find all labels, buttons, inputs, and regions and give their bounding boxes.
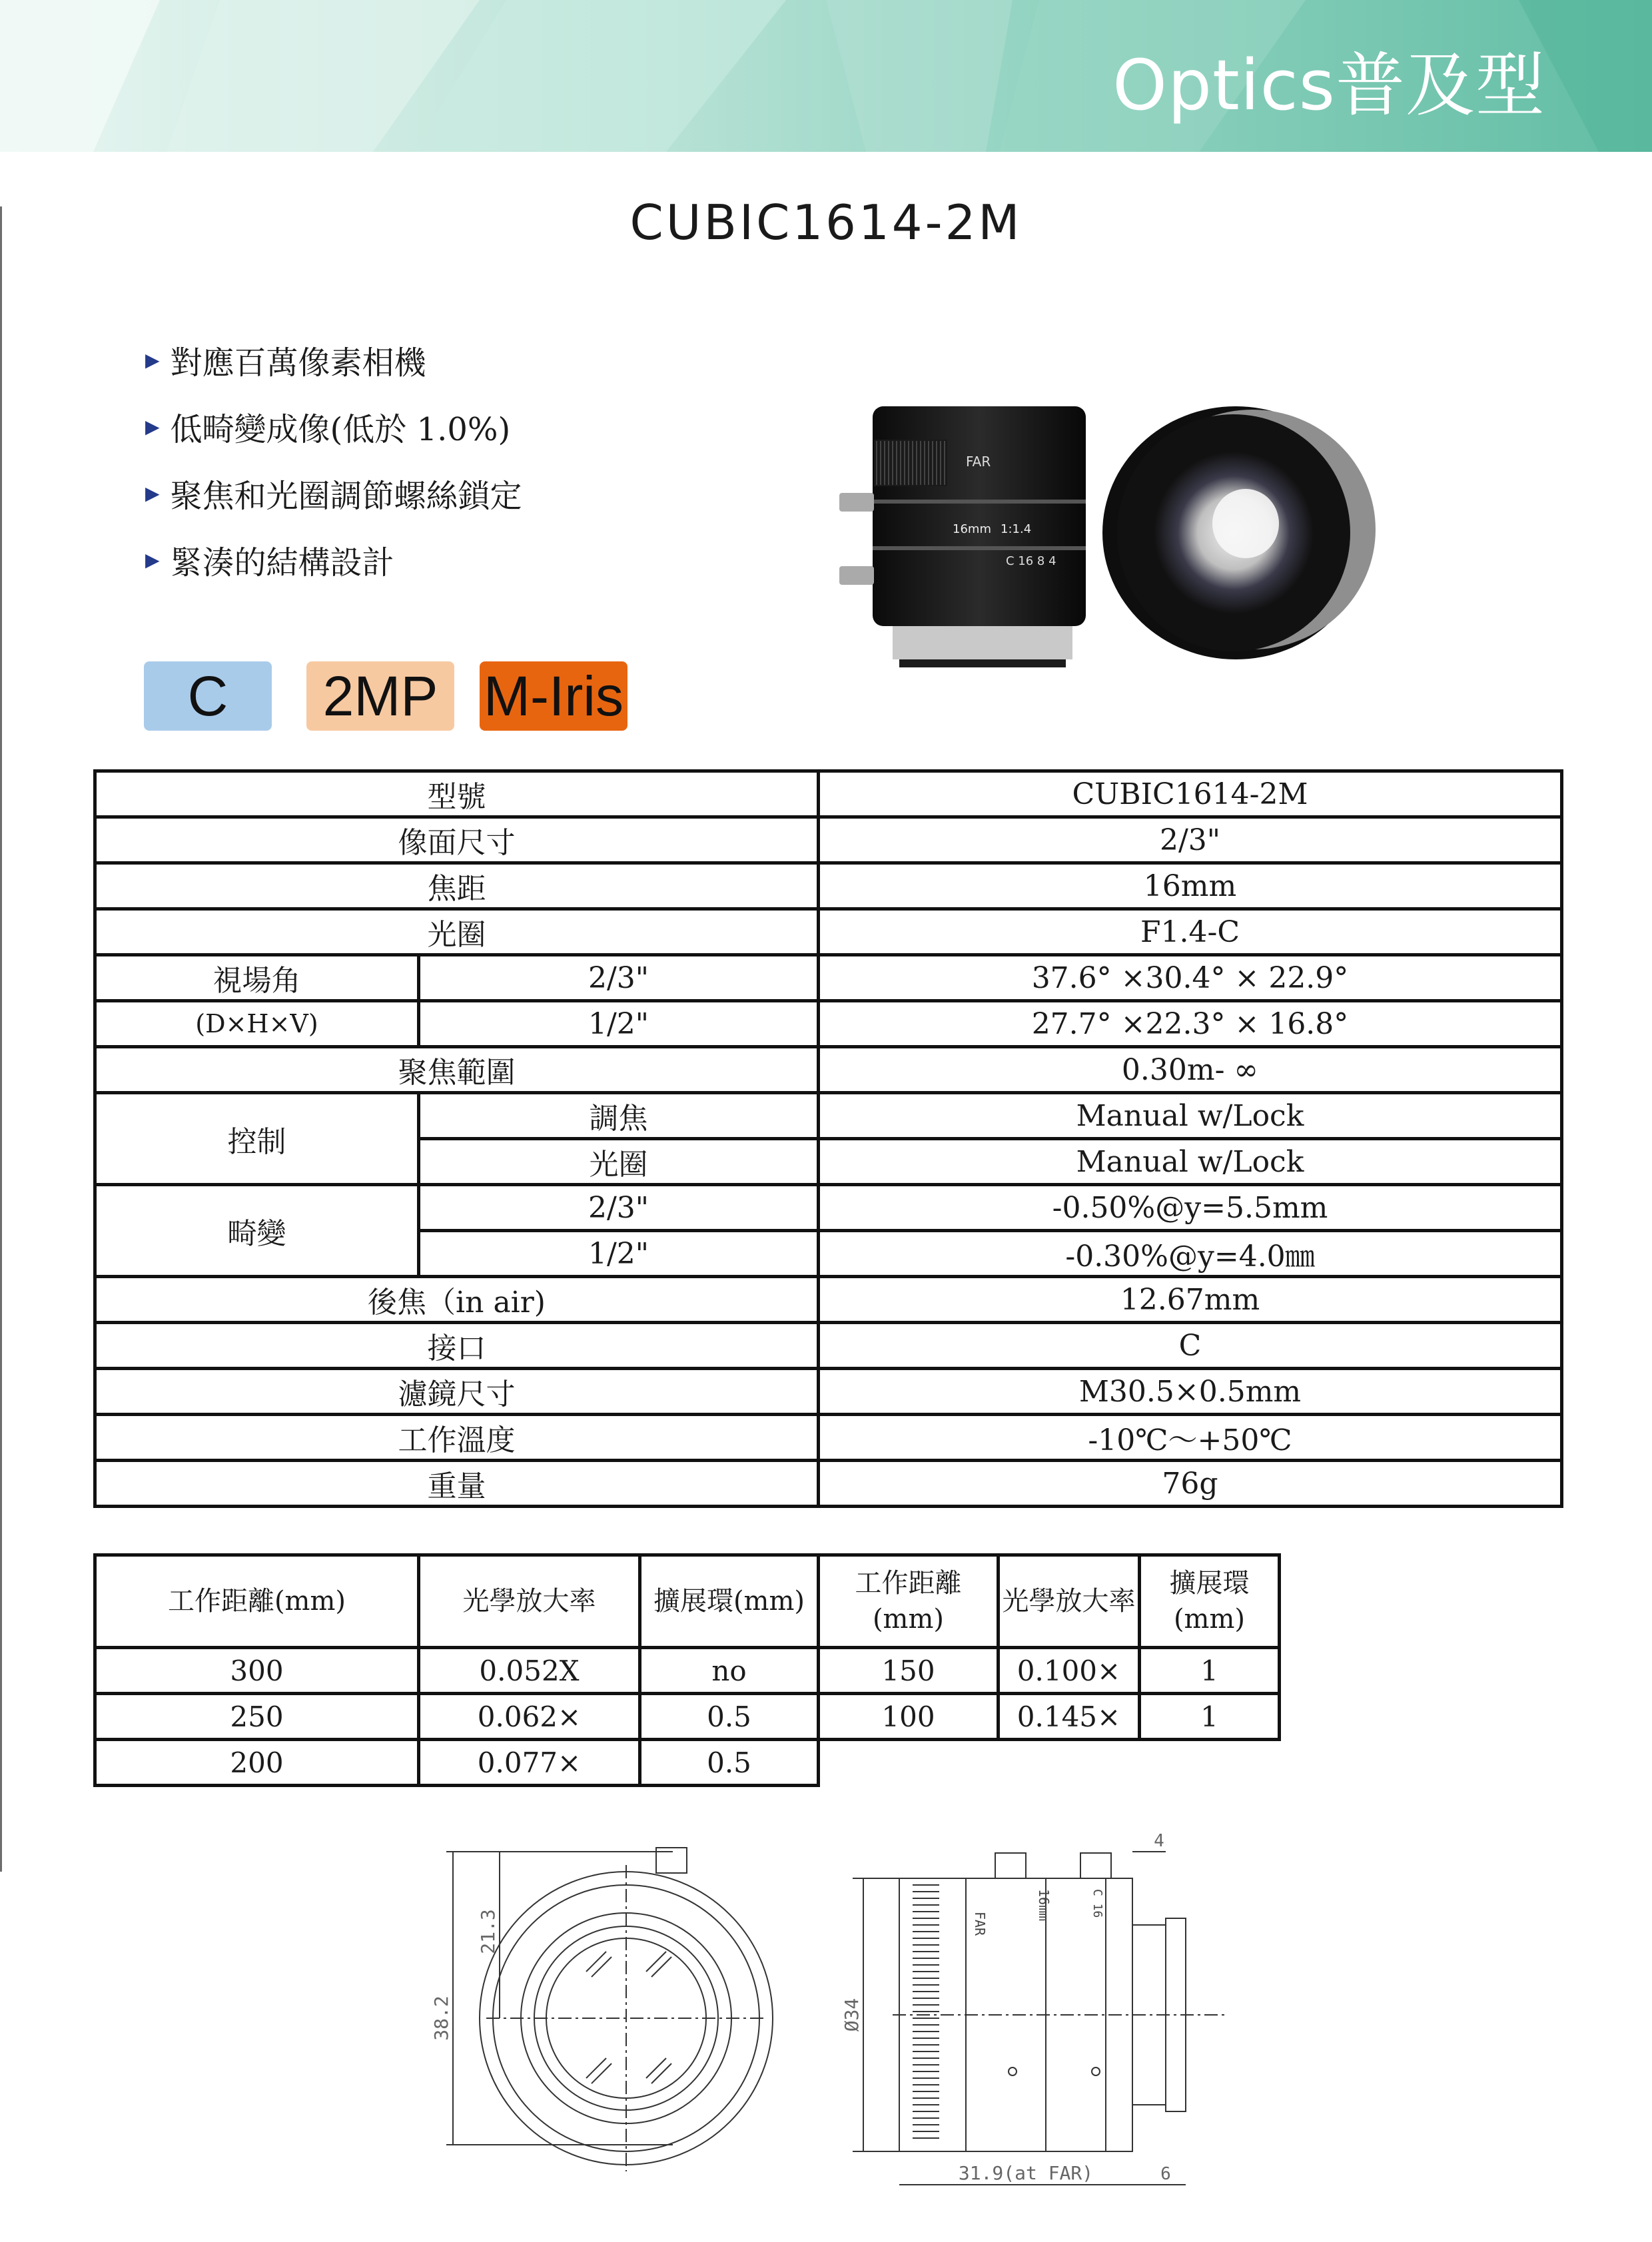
table-row: (D×H×V) 1/2" 27.7° ×22.3° × 16.8° bbox=[95, 1001, 1562, 1047]
bullet-triangle-icon: ▶ bbox=[145, 548, 160, 571]
side-far-mark: FAR bbox=[972, 1912, 988, 1936]
photo-far-text: FAR bbox=[966, 454, 991, 470]
table-row: 焦距 16mm bbox=[95, 863, 1562, 909]
dim-half: 21.3 bbox=[477, 1909, 499, 1954]
side-focal-mark: 16mm bbox=[1036, 1889, 1052, 1922]
product-photo bbox=[826, 393, 1399, 673]
table-row: 光圈 Manual w/Lock bbox=[95, 1139, 1562, 1185]
table-row: 聚焦範圍 0.30m- ∞ bbox=[95, 1047, 1562, 1093]
model-title: CUBIC1614-2M bbox=[629, 194, 1023, 250]
dim-height: 38.2 bbox=[430, 1996, 452, 2041]
tag-resolution: 2MP bbox=[306, 661, 454, 731]
table-row: 光圈 F1.4-C bbox=[95, 909, 1562, 955]
table-row: 像面尺寸 2/3" bbox=[95, 817, 1562, 863]
feature-item: ▶ 低畸變成像(低於 1.0%) bbox=[145, 410, 511, 448]
dim-6: 6 bbox=[1160, 2164, 1171, 2184]
table-row: 工作溫度 -10℃～+50℃ bbox=[95, 1415, 1562, 1461]
table-row: 後焦（in air) 12.67mm bbox=[95, 1277, 1562, 1323]
mount-thread bbox=[893, 626, 1072, 659]
bullet-triangle-icon: ▶ bbox=[145, 482, 160, 504]
photo-scale-text: C 16 8 4 bbox=[1006, 554, 1056, 568]
table-row: 視場角 2/3" 37.6° ×30.4° × 22.9° bbox=[95, 955, 1562, 1001]
banner-title: Optics普及型 bbox=[1112, 45, 1545, 126]
spec-table bbox=[93, 769, 1563, 1508]
table-row: 型號 CUBIC1614-2M bbox=[95, 771, 1562, 817]
table-row: 1/2" -0.30%@y=4.0㎜ bbox=[95, 1231, 1562, 1277]
technical-drawing bbox=[426, 1825, 1239, 2198]
feature-list bbox=[145, 326, 522, 593]
feature-item: ▶ 對應百萬像素相機 bbox=[145, 344, 426, 382]
bullet-triangle-icon: ▶ bbox=[145, 415, 160, 438]
tag-iris: M-Iris bbox=[480, 661, 627, 731]
header-banner bbox=[0, 0, 1652, 152]
table-row: 重量 76g bbox=[95, 1461, 1562, 1507]
table-row: 250 0.062× 0.5 100 0.145× 1 bbox=[95, 1694, 1280, 1740]
lock-screw bbox=[839, 566, 874, 585]
table-row: 畸變 2/3" -0.50%@y=5.5mm bbox=[95, 1185, 1562, 1231]
table-row: 200 0.077× 0.5 bbox=[95, 1740, 1280, 1786]
table-row: 濾鏡尺寸 M30.5×0.5mm bbox=[95, 1369, 1562, 1415]
table-row: 控制 調焦 Manual w/Lock bbox=[95, 1093, 1562, 1139]
bullet-triangle-icon: ▶ bbox=[145, 348, 160, 371]
page-left-rule bbox=[0, 206, 2, 1872]
feature-item: ▶ 聚焦和光圈調節螺絲鎖定 bbox=[145, 477, 522, 515]
table-row: 300 0.052X no 150 0.100× 1 bbox=[95, 1648, 1280, 1694]
side-lens-body bbox=[873, 406, 1086, 626]
side-c-mark: C 16 bbox=[1090, 1889, 1104, 1918]
working-distance-table bbox=[93, 1553, 1281, 1787]
dim-diameter: Ø34 bbox=[841, 1998, 863, 2032]
table-header-row: 工作距離(mm) 光學放大率 擴展環(mm) 工作距離(mm) 光學放大率 擴展環(mm) bbox=[95, 1555, 1280, 1648]
dim-length: 31.9(at FAR) bbox=[958, 2162, 1094, 2184]
feature-item: ▶ 緊湊的結構設計 bbox=[145, 544, 394, 581]
front-view bbox=[446, 1848, 773, 2171]
tag-mount: C bbox=[144, 661, 272, 731]
table-row: 接口 C bbox=[95, 1323, 1562, 1369]
photo-focal-text: 16mm bbox=[953, 522, 991, 536]
dim-4: 4 bbox=[1154, 1831, 1164, 1851]
photo-aperture-text: 1:1.4 bbox=[1001, 522, 1032, 536]
lock-screw bbox=[839, 493, 874, 512]
